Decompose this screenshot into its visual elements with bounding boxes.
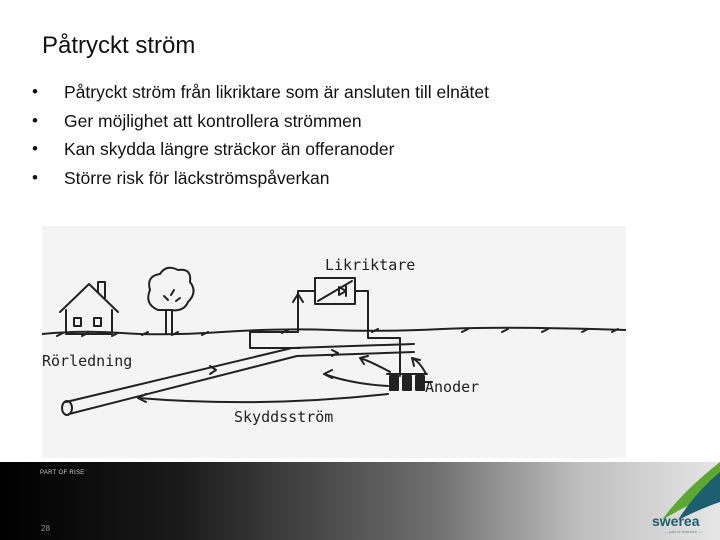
logo-subtext: — part of research — — [664, 529, 703, 534]
bullet-text: Kan skydda längre sträckor än offeranoder — [64, 139, 395, 159]
bullet-item: • Större risk för läckströmspåverkan — [32, 167, 330, 188]
wire-down-to-pipe — [250, 324, 300, 348]
wire-to-pipe — [298, 291, 315, 324]
protection-current-arrow — [138, 394, 388, 402]
arrow-up — [293, 294, 303, 324]
wire-to-anodes — [355, 291, 400, 376]
bullet-text: Ger möjlighet att kontrollera strömmen — [64, 110, 362, 131]
logo-text: swerea — [652, 513, 700, 529]
bullet-item: • Ger möjlighet att kontrollera strömmen — [32, 110, 362, 131]
current-arrow-3 — [412, 358, 426, 374]
bullet-text: Större risk för läckströmspåverkan — [64, 167, 330, 188]
page-number: 28 — [41, 524, 50, 533]
footer-tag: PART OF RISE — [40, 470, 85, 476]
slide-title: Påtryckt ström — [42, 32, 196, 59]
pipeline-label: Rörledning — [42, 352, 133, 370]
rectifier-label: Likriktare — [325, 256, 416, 274]
ground-line — [42, 328, 626, 335]
rectifier-icon — [315, 278, 355, 304]
house-icon — [60, 282, 118, 334]
current-arrow-1 — [324, 370, 388, 386]
bullet-list — [30, 78, 489, 192]
bullet-item: • Kan skydda längre sträckor än offeranoder — [32, 139, 395, 159]
footer-bar — [0, 462, 720, 540]
anodes-label: Anoder — [425, 378, 480, 396]
bullet-text: Påtryckt ström från likriktare som är ansluten till elnätet — [64, 82, 490, 102]
current-arrow-2 — [360, 356, 390, 372]
tree-icon — [148, 268, 193, 334]
protection-current-label: Skyddsström — [234, 408, 334, 426]
diagram-drawing — [42, 226, 626, 458]
bullet-item: • Påtryckt ström från likriktare som är ansluten till elnätet — [32, 82, 490, 102]
cathodic-protection-diagram — [42, 226, 626, 458]
